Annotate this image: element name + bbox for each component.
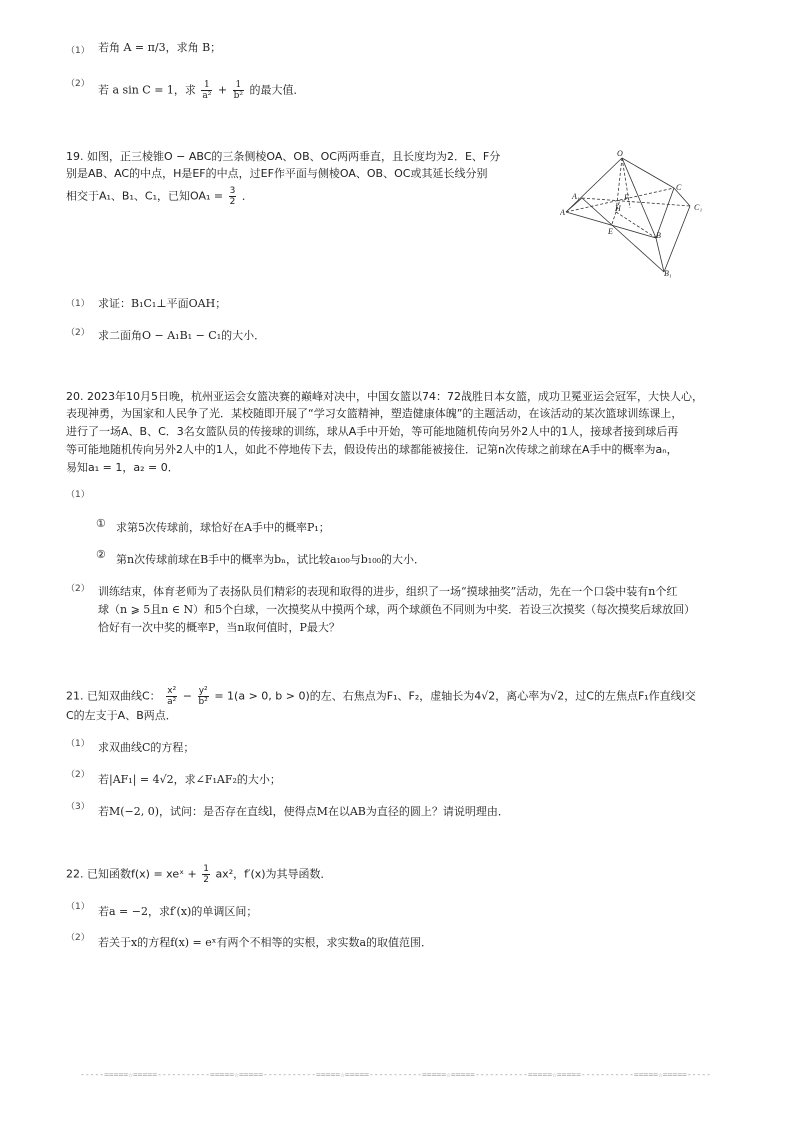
q20-line1: 20. 2023年10月5日晚，杭州亚运会女篮决赛的巅峰对决中，中国女篮以74：72战胜日本女篮，成功卫冕亚运会冠军，大快人心，: [66, 390, 703, 403]
q21-part3-number: （3）: [66, 802, 90, 812]
q20-sub2-mark: ②: [96, 548, 106, 561]
q19-line2: 别是AB、AC的中点，H是EF的中点，过EF作平面与侧棱OA、OB、OC或其延长线分别: [66, 167, 488, 180]
q21-fraction-2: [198, 686, 209, 707]
q20-line2: 表现神勇，为国家和人民争了光．某校随即开展了“学习女篮精神，塑造健康体魄”的主题活动，在该活动的某次篮球训练课上，: [66, 407, 683, 420]
fig-label-A1: A₁: [572, 192, 580, 201]
q20-line3: 进行了一场A、B、C．3名女篮队员的传接球的训练，球从A手中开始，等可能地随机传向另外2人中的1人，接球者接到球后再: [66, 425, 679, 438]
fig-label-B: B: [656, 231, 661, 240]
q21-fraction-1: [166, 686, 177, 707]
q21-line1: [66, 686, 696, 707]
q18-part2-post: 的最大值．: [249, 83, 305, 97]
q20-line5: 易知a₁ = 1，a₂ = 0．: [66, 461, 179, 474]
q20-sub1-mark: ①: [96, 517, 106, 530]
q19-line3: [66, 186, 253, 207]
q20-sub1-text: 求第5次传球前，球恰好在A手中的概率P₁；: [116, 521, 330, 534]
frac-denominator: 2: [229, 197, 236, 207]
frac-numerator: 1: [233, 80, 244, 91]
q21-minus: −: [182, 689, 193, 703]
q21-line1-pre: 21. 已知双曲线C：: [66, 689, 161, 703]
q20-part2-number: （2）: [66, 584, 90, 594]
frac-denominator: a²: [167, 697, 177, 707]
q22-part1-text: 若a = −2，求f′(x)的单调区间；: [98, 905, 258, 918]
q20-part1-number: （1）: [66, 490, 90, 500]
q19-part2-text: 求二面角O − A₁B₁ − C₁的大小．: [98, 329, 266, 342]
q22-fraction: [202, 864, 210, 885]
q20-part2-line1: 训练结束，体育老师为了表扬队员们精彩的表现和取得的进步，组织了一场“摸球抽奖”活动，先在一个口袋中装有n个红: [98, 585, 678, 598]
fig-label-B1: B₁: [664, 269, 672, 278]
q20-sub2-text: 第n次传球前球在B手中的概率为bₙ，试比较a₁₀₀与b₁₀₀的大小．: [116, 553, 426, 566]
frac-numerator: 1: [201, 80, 212, 91]
fig-label-F: F: [624, 193, 629, 202]
q18-part1-text: 若角 A = π/3，求角 B；: [98, 41, 222, 54]
frac-denominator: 2: [203, 875, 209, 885]
q19-line1: 19. 如图，正三棱锥O − ABC的三条侧棱OA、OB、OC两两垂直，且长度均为2．E、F分: [66, 150, 501, 163]
footer-divider: -----=====☆=====-----------=====☆=====-----------=====☆=====-----------=====☆=====-----------=====☆=====-----------=====☆=====-----: [80, 1070, 711, 1079]
q21-line2: C的左支于A、B两点．: [66, 709, 177, 722]
q22-line1-post: ax²，f′(x)为其导函数．: [215, 867, 332, 881]
frac-numerator: x²: [167, 686, 177, 696]
q18-part2-text: [98, 80, 305, 101]
q19-part1-text: 求证：B₁C₁⊥平面OAH；: [98, 297, 227, 310]
q20-part2-line2: 球（n ⩾ 5且n ∈ N）和5个白球，一次摸奖从中摸两个球，两个球颜色不同则为中奖．若设三次摸奖（每次摸奖后球放回）: [98, 603, 696, 616]
q22-line1-pre: 22. 已知函数f(x) = xeˣ +: [66, 867, 197, 881]
frac-denominator: b²: [198, 697, 208, 707]
q18-part1-number: （1）: [66, 46, 90, 56]
q20-part2-line3: 恰好有一次中奖的概率P，当n取何值时，P最大？: [98, 621, 340, 634]
q19-line3-pre: 相交于A₁、B₁、C₁，已知OA₁ =: [66, 189, 224, 203]
q18-fraction-2: [233, 80, 244, 101]
q19-part1-number: （1）: [66, 299, 90, 309]
q21-part1-text: 求双曲线C的方程；: [98, 741, 195, 754]
frac-denominator: b²: [233, 91, 243, 101]
q22-part2-number: （2）: [66, 933, 90, 943]
q22-part1-number: （1）: [66, 902, 90, 912]
q22-line1: [66, 864, 332, 885]
fig-label-E: E: [608, 227, 613, 236]
fig-label-C: C: [676, 183, 682, 192]
q19-part2-number: （2）: [66, 328, 90, 338]
q20-line4: 等可能地随机传向另外2人中的1人，如此不停地传下去，假设传出的球都能被接住．记第n次传球之前球在A手中的概率为aₙ，: [66, 443, 678, 456]
fig-label-A: A: [560, 208, 565, 217]
frac-numerator: 1: [203, 864, 209, 874]
q21-part2-number: （2）: [66, 770, 90, 780]
fig-label-C1: C₁: [694, 203, 703, 212]
fig-label-O: O: [617, 149, 623, 158]
frac-denominator: a²: [202, 91, 212, 101]
q22-part2-text: 若关于x的方程f(x) = eˣ有两个不相等的实根，求实数a的取值范围．: [98, 936, 432, 949]
q18-plus: +: [217, 83, 228, 97]
q19-fraction: [229, 186, 237, 207]
q18-part2-pre: 若 a sin C = 1，求: [98, 83, 196, 97]
q21-line1-post: = 1(a > 0, b > 0)的左、右焦点为F₁、F₂，虚轴长为4√2，离心率为√2，过C的左焦点F₁作直线l交: [214, 689, 696, 703]
frac-numerator: 3: [229, 186, 236, 196]
q21-part1-number: （1）: [66, 739, 90, 749]
q18-part2-number: （2）: [66, 79, 90, 89]
fig-label-H: H: [615, 204, 621, 213]
frac-numerator: y²: [198, 686, 208, 696]
q21-part2-text: 若|AF₁| = 4√2，求∠F₁AF₂的大小；: [98, 773, 281, 786]
q19-line3-post: ．: [241, 189, 253, 203]
q21-part3-text: 若M(−2, 0)，试问：是否存在直线l，使得点M在以AB为直径的圆上？请说明理由．: [98, 805, 509, 818]
q19-pyramid-figure: [560, 148, 720, 278]
q18-fraction-1: [201, 80, 212, 101]
